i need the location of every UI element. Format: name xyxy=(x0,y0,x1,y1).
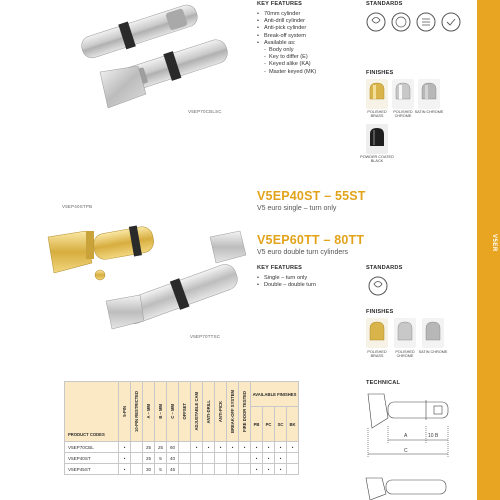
finish-swatch-polished-brass xyxy=(366,79,388,109)
standards-title: STANDARDS xyxy=(366,1,403,7)
product-image-single-turn-and-double-turn xyxy=(40,205,250,345)
available-as-item: - Keyed alike (KA) xyxy=(257,61,357,68)
table-cell xyxy=(287,464,299,475)
table-row xyxy=(65,442,299,453)
product-image-thumbturn-cylinder-top xyxy=(60,0,250,120)
table-cell: • xyxy=(263,442,275,453)
table-header: OFFSET xyxy=(179,382,191,442)
key-features-title: KEY FEATURES xyxy=(257,265,303,271)
table-cell xyxy=(179,464,191,475)
table-cell xyxy=(215,464,227,475)
table-cell: V5EP40ST xyxy=(65,453,119,464)
table-header: 5-PIN xyxy=(119,382,131,442)
finish-swatch-powder-coated-black xyxy=(366,124,388,154)
sidebar-section-label: V5ER xyxy=(491,234,497,252)
table-cell: • xyxy=(287,442,299,453)
table-header: C – MM xyxy=(167,382,179,442)
technical-dimension-a: A xyxy=(404,433,408,439)
standards-title: STANDARDS xyxy=(366,265,403,271)
product-subtitle: V5 euro double turn cylinders xyxy=(257,249,349,256)
table-cell: • xyxy=(275,453,287,464)
finish-swatch-polished-brass xyxy=(366,318,388,348)
table-cell: 30 xyxy=(143,464,155,475)
finish-swatch-polished-chrome xyxy=(392,79,414,109)
table-cell xyxy=(179,453,191,464)
table-cell: 25 xyxy=(143,442,155,453)
table-cell xyxy=(131,442,143,453)
feature-item: • Break-off system xyxy=(257,33,357,40)
table-header: A – MM xyxy=(143,382,155,442)
finish-label: SATIN CHROME xyxy=(414,110,444,114)
table-cell xyxy=(191,464,203,475)
available-as-item: - Key to differ (E) xyxy=(257,54,357,61)
table-cell xyxy=(227,464,239,475)
table-cell: 60 xyxy=(167,442,179,453)
finish-code-header: PB xyxy=(251,407,263,442)
product-code-label: V5EP70CBLSC xyxy=(188,109,222,114)
table-cell: • xyxy=(251,453,263,464)
table-cell: • xyxy=(275,442,287,453)
table-cell xyxy=(203,453,215,464)
table-cell xyxy=(131,453,143,464)
technical-dimension-b: 10 B xyxy=(428,433,439,439)
table-cell: 45 xyxy=(167,464,179,475)
finish-swatch-satin-chrome xyxy=(422,318,444,348)
table-row xyxy=(65,464,299,475)
table-header-finishes: AVAILABLE FINISHES xyxy=(251,382,299,407)
table-cell: V5EP45ST xyxy=(65,464,119,475)
table-header: PRODUCT CODES xyxy=(65,382,119,442)
table-cell: • xyxy=(263,453,275,464)
table-cell: • xyxy=(251,442,263,453)
technical-drawing xyxy=(362,388,472,500)
table-cell xyxy=(239,464,251,475)
table-header: ADJUSTABLE CAM xyxy=(191,382,203,442)
table-cell: 25 xyxy=(155,442,167,453)
table-cell: V5EP70CBL xyxy=(65,442,119,453)
finish-label: POLISHED CHROME xyxy=(393,110,413,119)
table-cell: • xyxy=(251,464,263,475)
table-header: BREAK-OFF SYSTEM xyxy=(227,382,239,442)
product-code-label: V5EP40STPB xyxy=(62,204,93,209)
table-cell: • xyxy=(239,442,251,453)
table-cell: 5 xyxy=(155,453,167,464)
spec-table xyxy=(64,381,299,475)
table-header: B – MM xyxy=(155,382,167,442)
available-as-item: - Master keyed (MK) xyxy=(257,69,357,76)
feature-item: • 70mm cylinder xyxy=(257,11,357,18)
standards-icons xyxy=(364,10,464,34)
table-cell xyxy=(227,453,239,464)
finish-label: POWDER COATED BLACK xyxy=(360,155,394,164)
table-cell: • xyxy=(263,464,275,475)
finish-label: POLISHED BRASS xyxy=(367,110,387,119)
table-cell: • xyxy=(119,453,131,464)
table-cell: 25 xyxy=(143,453,155,464)
table-cell xyxy=(287,453,299,464)
table-cell xyxy=(203,464,215,475)
table-cell xyxy=(239,453,251,464)
feature-item: • Available as: xyxy=(257,40,357,47)
table-header: 10-PIN RESTRICTED xyxy=(131,382,143,442)
finish-swatch-polished-chrome xyxy=(394,318,416,348)
key-features-title: KEY FEATURES xyxy=(257,1,303,7)
finishes-title: FINISHES xyxy=(366,70,394,76)
product-title: V5EP60TT – 80TT xyxy=(257,233,365,247)
available-as-item: - Body only xyxy=(257,47,357,54)
table-header: ANTI-DRILL xyxy=(203,382,215,442)
table-cell xyxy=(215,453,227,464)
product-title: V5EP40ST – 55ST xyxy=(257,189,366,203)
table-cell: • xyxy=(215,442,227,453)
finish-label: SATIN CHROME xyxy=(418,350,448,354)
key-features-list xyxy=(257,275,357,289)
technical-dimension-c: C xyxy=(404,448,408,454)
feature-item: • Anti-pick cylinder xyxy=(257,25,357,32)
table-cell: 5 xyxy=(155,464,167,475)
finish-label: POLISHED CHROME xyxy=(395,350,415,359)
table-cell xyxy=(131,464,143,475)
table-cell xyxy=(179,442,191,453)
finish-code-header: SC xyxy=(275,407,287,442)
table-row xyxy=(65,453,299,464)
table-cell: • xyxy=(119,442,131,453)
table-cell: • xyxy=(227,442,239,453)
standards-icon xyxy=(366,274,390,298)
table-cell: • xyxy=(203,442,215,453)
feature-item: • Anti-drill cylinder xyxy=(257,18,357,25)
table-cell: • xyxy=(275,464,287,475)
table-cell: • xyxy=(191,442,203,453)
finish-code-header: PC xyxy=(263,407,275,442)
technical-title: TECHNICAL xyxy=(366,380,401,386)
feature-item: • Double – double turn xyxy=(257,282,357,289)
finishes-title: FINISHES xyxy=(366,309,394,315)
finish-label: POLISHED BRASS xyxy=(367,350,387,359)
table-cell xyxy=(191,453,203,464)
table-cell: • xyxy=(119,464,131,475)
table-cell: 40 xyxy=(167,453,179,464)
feature-item: • Single – turn only xyxy=(257,275,357,282)
key-features-list xyxy=(257,11,357,76)
product-subtitle: V5 euro single – turn only xyxy=(257,205,337,212)
product-code-label: V5EP70TTSC xyxy=(190,334,221,339)
finish-swatch-satin-chrome xyxy=(418,79,440,109)
finish-code-header: BK xyxy=(287,407,299,442)
table-header: FIRE DOOR TESTED xyxy=(239,382,251,442)
table-header: ANTI-PICK xyxy=(215,382,227,442)
